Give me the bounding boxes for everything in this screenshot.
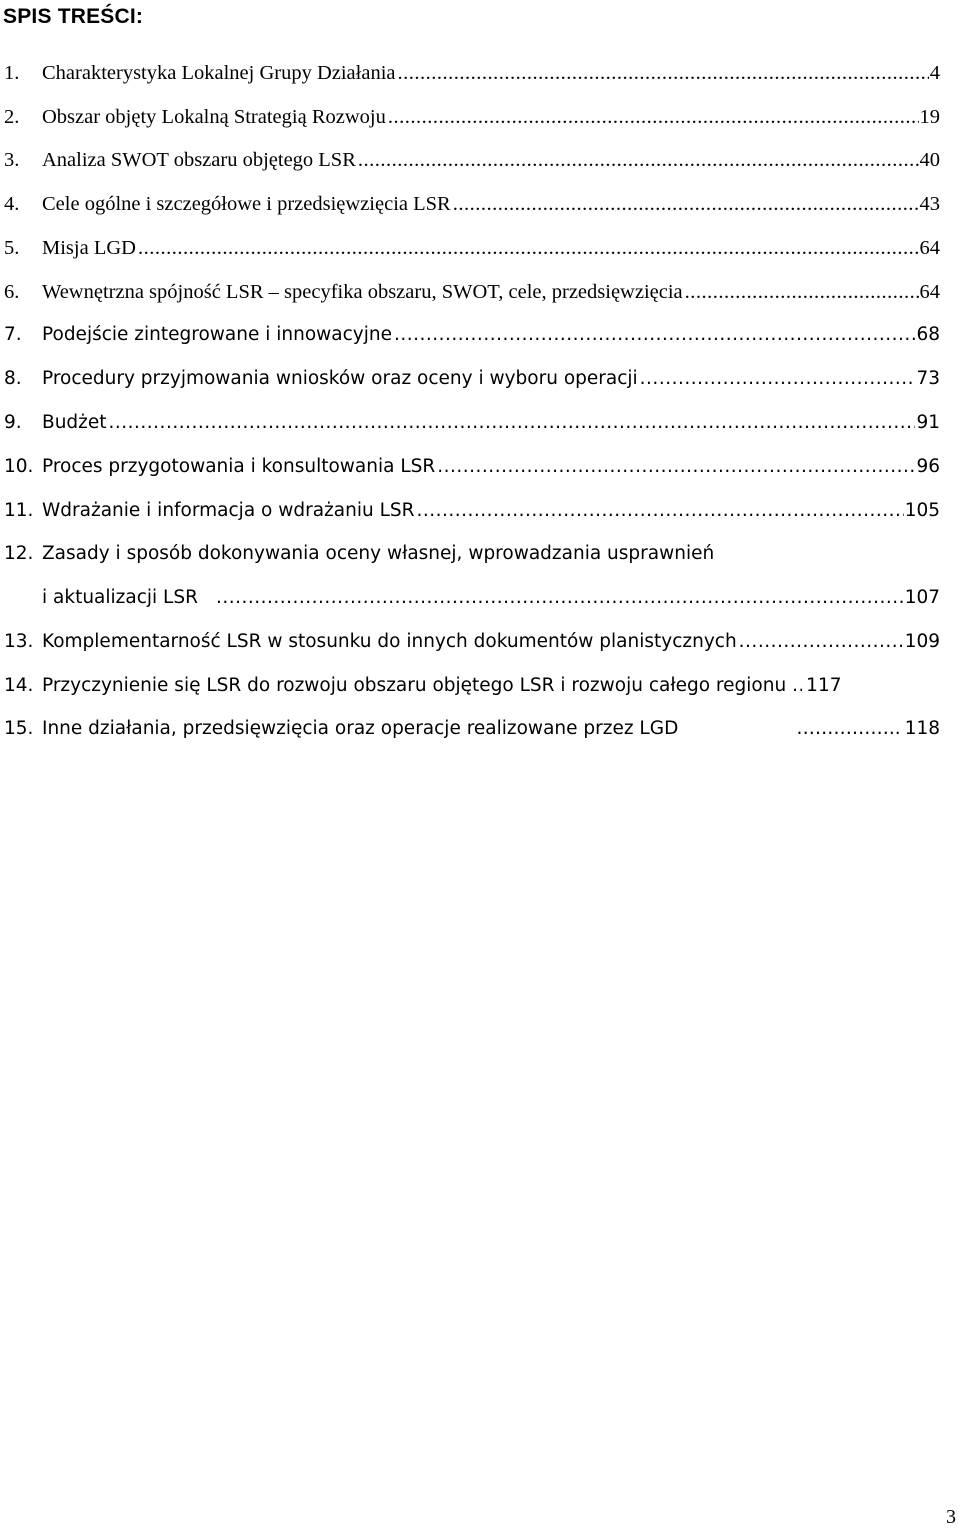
toc-entry-1[interactable] — [4, 60, 940, 86]
toc-entry-title: Procedury przyjmowania wniosków oraz oceny i wyboru operacji — [42, 368, 638, 389]
toc-entry-page: 96 — [916, 456, 940, 477]
toc-entry-number: 2. — [4, 106, 20, 128]
dot-leader — [792, 673, 802, 699]
toc-entry-title: Wewnętrzna spójność LSR – specyfika obszaru, SWOT, cele, przedsięwzięcia — [42, 281, 683, 303]
dot-leader — [453, 191, 919, 217]
toc-entry-page: 118 — [904, 718, 940, 739]
page-number: 3 — [946, 1506, 956, 1528]
toc-entry-page: 105 — [904, 500, 940, 521]
toc-entry-number: 13. — [4, 631, 34, 652]
toc-entry-number: 9. — [4, 412, 22, 433]
toc-entry-page: 73 — [916, 368, 940, 389]
dot-leader — [394, 322, 915, 348]
dot-leader — [138, 235, 919, 261]
toc-entry-page: 109 — [904, 631, 940, 652]
toc-entry-4[interactable] — [4, 191, 940, 217]
toc-entry-5[interactable] — [4, 235, 940, 261]
toc-entry-page: 64 — [919, 237, 940, 259]
toc-entry-11[interactable] — [4, 498, 940, 524]
toc-entry-title: Budżet — [42, 412, 107, 433]
dot-leader — [109, 410, 916, 436]
toc-entry-title: Charakterystyka Lokalnej Grupy Działania — [42, 62, 396, 84]
toc-entry-page: 107 — [904, 587, 940, 608]
toc-entry-title: Cele ogólne i szczegółowe i przedsięwzięcia LSR — [42, 193, 451, 215]
toc-entry-page: 4 — [929, 62, 940, 84]
dot-leader — [216, 585, 904, 611]
toc-entry-10[interactable] — [4, 454, 940, 480]
toc-entry-number: 10. — [4, 456, 34, 477]
toc-entry-2[interactable] — [4, 104, 940, 130]
dot-leader — [388, 104, 919, 130]
toc-entry-page: 64 — [919, 281, 940, 303]
toc-entry-title: Inne działania, przedsięwzięcia oraz operacje realizowane przez LGD — [42, 718, 679, 739]
toc-entry-7[interactable] — [4, 322, 940, 348]
toc-entry-page: 19 — [919, 106, 940, 128]
toc-entry-page: 40 — [919, 149, 940, 171]
toc-entry-title: Podejście zintegrowane i innowacyjne — [42, 324, 392, 345]
toc-entry-number: 1. — [4, 62, 20, 84]
dot-leader — [685, 279, 919, 305]
dot-leader — [358, 147, 919, 173]
toc-entry-title: Zasady i sposób dokonywania oceny własnej, wprowadzania usprawnień — [42, 543, 715, 564]
toc-entry-page: 68 — [916, 324, 940, 345]
dot-leader — [416, 498, 903, 524]
toc-entry-page: 43 — [919, 193, 940, 215]
toc-entry-number: 14. — [4, 675, 34, 696]
toc-entry-number: 3. — [4, 149, 20, 171]
toc-entry-12-continuation[interactable] — [4, 585, 940, 611]
toc-entry-3[interactable] — [4, 147, 940, 173]
toc-entry-number: 8. — [4, 368, 22, 389]
toc-entry-number: 15. — [4, 718, 34, 739]
dot-leader — [398, 60, 929, 86]
toc-entry-number: 12. — [4, 543, 34, 564]
toc-entry-12[interactable] — [4, 541, 940, 567]
toc-entry-page: 91 — [916, 412, 940, 433]
toc-entry-number: 7. — [4, 324, 22, 345]
toc-entry-number: 4. — [4, 193, 20, 215]
toc-entry-page: 117 — [806, 675, 842, 696]
toc-entry-title: Misja LGD — [42, 237, 136, 259]
toc-entry-number: 11. — [4, 500, 34, 521]
toc-entry-number: 5. — [4, 237, 20, 259]
toc-entry-title-continuation: i aktualizacji LSR — [42, 587, 198, 608]
toc-entry-title: Obszar objęty Lokalną Strategią Rozwoju — [42, 106, 386, 128]
toc-entry-title: Analiza SWOT obszaru objętego LSR — [42, 149, 356, 171]
toc-entry-13[interactable] — [4, 629, 940, 655]
toc-entry-title: Proces przygotowania i konsultowania LSR — [42, 456, 436, 477]
toc-entry-15[interactable] — [4, 716, 940, 742]
toc-entry-9[interactable] — [4, 410, 940, 436]
toc-entry-title: Przyczynienie się LSR do rozwoju obszaru objętego LSR i rozwoju całego regionu — [42, 675, 787, 696]
toc-entry-title: Komplementarność LSR w stosunku do innych dokumentów planistycznych — [42, 631, 737, 652]
toc-entry-number: 6. — [4, 281, 20, 303]
toc-title: SPIS TREŚCI: — [3, 5, 144, 28]
dot-leader — [640, 366, 916, 392]
toc-entry-14[interactable] — [4, 673, 940, 699]
toc-entry-title: Wdrażanie i informacja o wdrażaniu LSR — [42, 500, 415, 521]
toc-entry-8[interactable] — [4, 366, 940, 392]
dot-leader — [437, 454, 915, 480]
toc-entry-6[interactable] — [4, 279, 940, 305]
dot-leader: …………….. — [796, 718, 901, 739]
dot-leader — [739, 629, 904, 655]
